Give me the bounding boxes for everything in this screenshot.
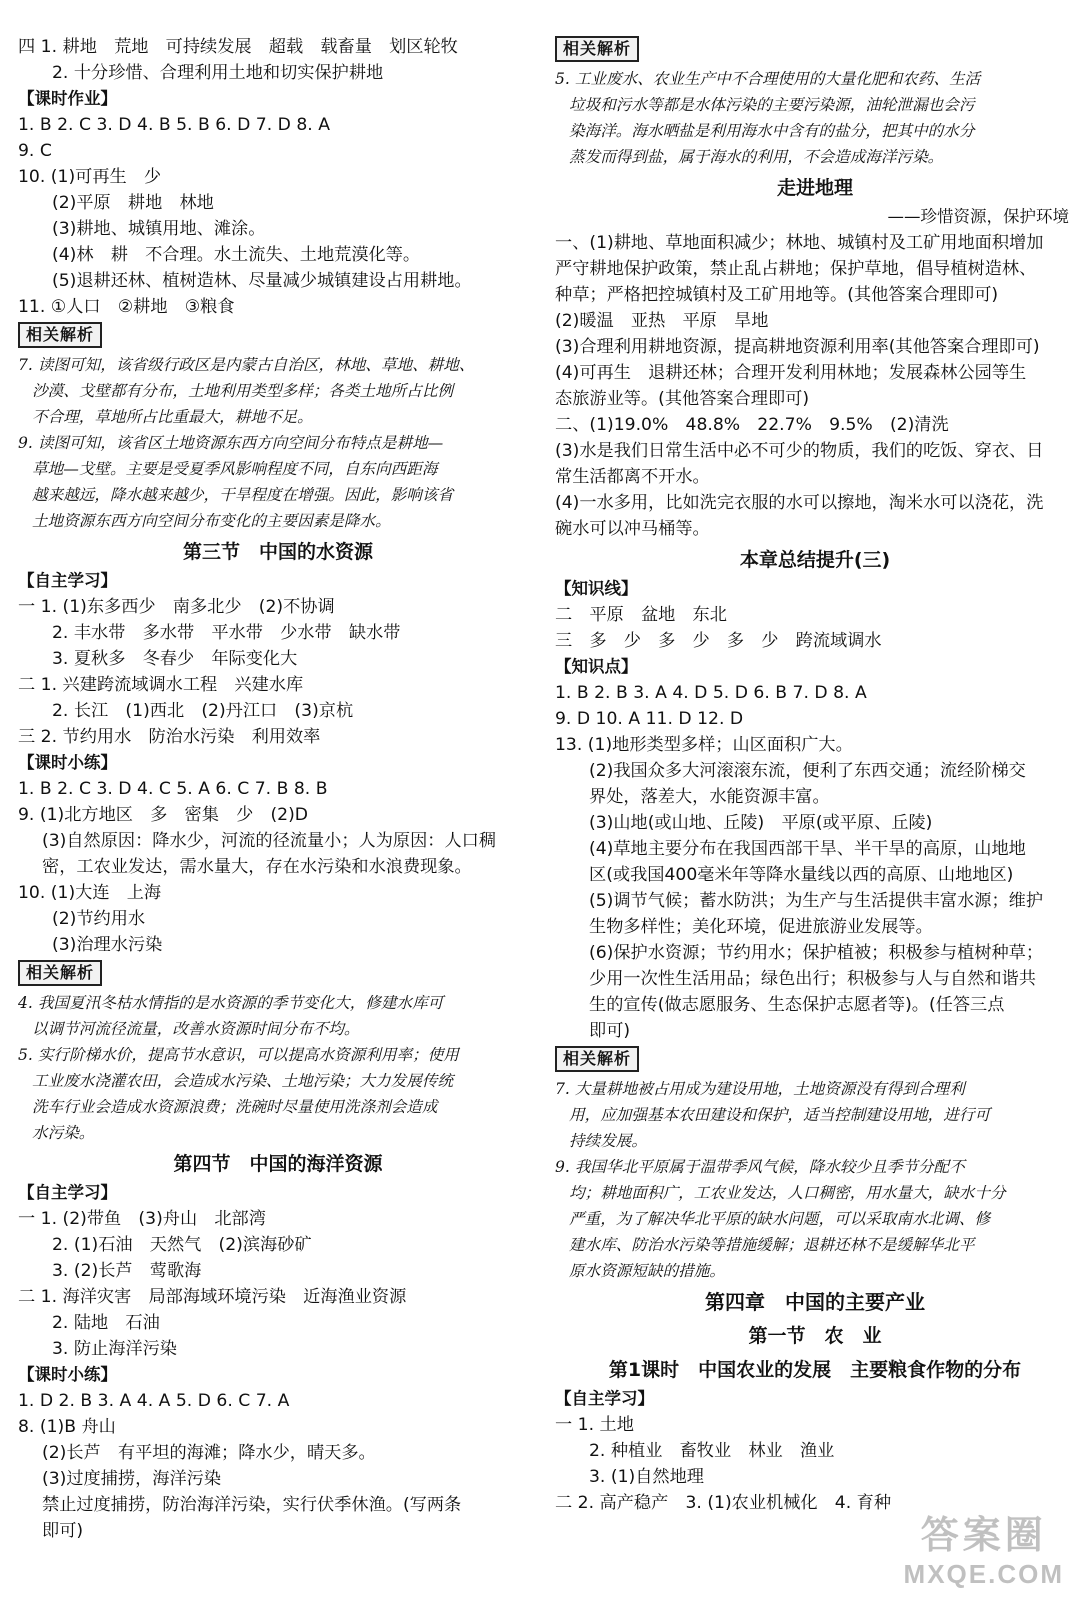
answer-line: 2. 丰水带 多水带 平水带 少水带 缺水带 xyxy=(52,623,401,643)
analysis-line: 9. 我国华北平原属于温带季风气候，降水较少且季节分配不 xyxy=(555,1158,965,1176)
answer-line: 常生活都离不开水。 xyxy=(555,467,710,487)
answer-line: 二 平原 盆地 东北 xyxy=(555,605,727,625)
answer-line: (3)合理利用耕地资源，提高耕地资源利用率(其他答案合理即可) xyxy=(555,337,1040,357)
answer-line: (3)治理水污染 xyxy=(52,935,163,955)
analysis-line: 水污染。 xyxy=(32,1124,95,1142)
section-title: 本章总结提升(三) xyxy=(739,549,891,571)
answer-line: 3. (1)自然地理 xyxy=(589,1467,704,1487)
analysis-line: 染海洋。海水晒盐是利用海水中含有的盐分，把其中的水分 xyxy=(569,122,975,140)
answer-line: 严守耕地保护政策，禁止乱占耕地；保护草地，倡导植树造林、 xyxy=(555,259,1037,279)
answer-line: (2)平原 耕地 林地 xyxy=(52,193,214,213)
analysis-line: 蒸发而得到盐，属于海水的利用，不会造成海洋污染。 xyxy=(569,148,944,166)
answer-line: (3)水是我们日常生活中必不可少的物质，我们的吃饭、穿衣、日 xyxy=(555,441,1044,461)
section-title: 第四节 中国的海洋资源 xyxy=(173,1153,383,1175)
answer-line: 10. (1)大连 上海 xyxy=(18,883,162,903)
watermark-en: MXQE.COM xyxy=(903,1559,1064,1589)
section-label: 【知识线】 xyxy=(555,579,638,598)
section-title: 第三节 中国的水资源 xyxy=(182,541,373,563)
answer-line: 三 多 少 多 少 多 少 跨流域调水 xyxy=(555,631,882,651)
answer-line: 9. D 10. A 11. D 12. D xyxy=(555,709,744,729)
answer-line: (3)耕地、城镇用地、滩涂。 xyxy=(52,219,266,239)
answer-line: 9. (1)北方地区 多 密集 少 (2)D xyxy=(18,805,309,825)
answer-line: (5)调节气候；蓄水防洪；为生产与生活提供丰富水源；维护 xyxy=(589,891,1044,911)
analysis-line: 5. 工业废水、农业生产中不合理使用的大量化肥和农药、生活 xyxy=(555,70,981,88)
analysis-line: 原水资源短缺的措施。 xyxy=(569,1262,725,1280)
answer-line: (2)我国众多大河滚滚东流，便利了东西交通；流经阶梯交 xyxy=(589,761,1026,781)
section-label: 【自主学习】 xyxy=(18,1183,117,1202)
section-label: 【知识点】 xyxy=(555,657,638,676)
answer-line: 1. B 2. B 3. A 4. D 5. D 6. B 7. D 8. A xyxy=(555,683,867,703)
analysis-tag-row xyxy=(18,320,538,352)
answer-line: 9. C xyxy=(18,141,52,161)
answer-line: 生物多样性；美化环境，促进旅游业发展等。 xyxy=(589,917,933,937)
answer-line: 2. 种植业 畜牧业 林业 渔业 xyxy=(589,1441,835,1461)
answer-line: 一 1. 土地 xyxy=(555,1415,634,1435)
analysis-line: 草地—戈壁。主要是受夏季风影响程度不同，自东向西距海 xyxy=(32,460,438,478)
analysis-tag-row xyxy=(555,34,1075,66)
section-label: 【自主学习】 xyxy=(555,1389,654,1408)
answer-line: (2)暖温 亚热 平原 旱地 xyxy=(555,311,769,331)
answer-line: 2. 陆地 石油 xyxy=(52,1313,160,1333)
analysis-line: 垃圾和污水等都是水体污染的主要污染源，油轮泄漏也会污 xyxy=(569,96,975,114)
answer-line: 1. B 2. C 3. D 4. C 5. A 6. C 7. B 8. B xyxy=(18,779,328,799)
analysis-tag: 相关解析 xyxy=(555,1046,639,1072)
analysis-tag-row xyxy=(18,958,538,990)
left-column xyxy=(18,34,538,1544)
analysis-line: 9. 读图可知，该省区土地资源东西方向空间分布特点是耕地— xyxy=(18,434,444,452)
answer-line: (4)林 耕 不合理。水土流失、土地荒漠化等。 xyxy=(52,245,421,265)
answer-line: 少用一次性生活用品；绿色出行；积极参与人与自然和谐共 xyxy=(589,969,1036,989)
answer-line: 即可) xyxy=(42,1521,84,1541)
answer-line: 3. 夏秋多 冬春少 年际变化大 xyxy=(52,649,298,669)
answer-line: 一 1. (2)带鱼 (3)舟山 北部湾 xyxy=(18,1209,266,1229)
answer-line: (4)一水多用，比如洗完衣服的水可以擦地，淘米水可以浇花，洗 xyxy=(555,493,1044,513)
answer-line: (6)保护水资源；节约用水；保护植被；积极参与植树种草； xyxy=(589,943,1044,963)
section-title: 走进地理 xyxy=(776,177,853,199)
answer-line: 二、(1)19.0% 48.8% 22.7% 9.5% (2)清洗 xyxy=(555,415,949,435)
answer-line: (4)草地主要分布在我国西部干旱、半干旱的高原，山地地 xyxy=(589,839,1026,859)
analysis-tag: 相关解析 xyxy=(555,36,639,62)
section-title: 第四章 中国的主要产业 xyxy=(705,1290,925,1314)
analysis-line: 建水库、防治水污染等措施缓解；退耕还林不是缓解华北平 xyxy=(569,1236,975,1254)
section-label: 【课时小练】 xyxy=(18,1365,117,1384)
answer-line: (2)长芦 有平坦的海滩；降水少，晴天多。 xyxy=(42,1443,376,1463)
section-subtitle: ——珍惜资源，保护环境 xyxy=(887,207,1069,226)
analysis-line: 均；耕地面积广，工农业发达，人口稠密，用水量大，缺水十分 xyxy=(569,1184,1006,1202)
answer-line: (3)过度捕捞，海洋污染 xyxy=(42,1469,222,1489)
answer-line: 13. (1)地形类型多样；山区面积广大。 xyxy=(555,735,853,755)
answer-line: 10. (1)可再生 少 xyxy=(18,167,162,187)
analysis-line: 7. 读图可知，该省级行政区是内蒙古自治区，林地、草地、耕地、 xyxy=(18,356,475,374)
answer-line: 态旅游业等。(其他答案合理即可) xyxy=(555,389,810,409)
answer-line: 区(或我国400毫米年等降水量线以西的高原、山地地区) xyxy=(589,865,1014,885)
analysis-line: 以调节河流径流量，改善水资源时间分布不均。 xyxy=(32,1020,360,1038)
answer-line: 11. ①人口 ②耕地 ③粮食 xyxy=(18,297,235,317)
analysis-line: 严重，为了解决华北平原的缺水问题，可以采取南水北调、修 xyxy=(569,1210,991,1228)
analysis-line: 越来越远，降水越来越少，干旱程度在增强。因此，影响该省 xyxy=(32,486,454,504)
answer-line: 8. (1)B 舟山 xyxy=(18,1417,116,1437)
answer-line: (2)节约用水 xyxy=(52,909,146,929)
analysis-line: 工业废水浇灌农田，会造成水污染、土地污染；大力发展传统 xyxy=(32,1072,454,1090)
analysis-line: 洗车行业会造成水资源浪费；洗碗时尽量使用洗涤剂会造成 xyxy=(32,1098,438,1116)
answer-line: 2. 十分珍惜、合理利用土地和切实保护耕地 xyxy=(52,63,384,83)
analysis-line: 4. 我国夏汛冬枯水情指的是水资源的季节变化大，修建水库可 xyxy=(18,994,444,1012)
analysis-line: 沙漠、戈壁都有分布，土地利用类型多样；各类土地所占比例 xyxy=(32,382,454,400)
answer-line: 碗水可以冲马桶等。 xyxy=(555,519,710,539)
answer-line: 禁止过度捕捞，防治海洋污染，实行伏季休渔。(写两条 xyxy=(42,1495,462,1515)
section-label: 【自主学习】 xyxy=(18,571,117,590)
answer-line: 2. 长江 (1)西北 (2)丹江口 (3)京杭 xyxy=(52,701,354,721)
answer-line: 二 1. 海洋灾害 局部海域环境污染 近海渔业资源 xyxy=(18,1287,407,1307)
section-label: 【课时小练】 xyxy=(18,753,117,772)
answer-line: 二 1. 兴建跨流域调水工程 兴建水库 xyxy=(18,675,304,695)
answer-line: 一 1. (1)东多西少 南多北少 (2)不协调 xyxy=(18,597,335,617)
analysis-line: 不合理，草地所占比重最大，耕地不足。 xyxy=(32,408,313,426)
answer-line: (3)自然原因：降水少，河流的径流量小；人为原因：人口稠 xyxy=(42,831,497,851)
answer-line: 即可) xyxy=(589,1021,631,1041)
section-title: 第1课时 中国农业的发展 主要粮食作物的分布 xyxy=(608,1359,1022,1381)
answer-line: 2. (1)石油 天然气 (2)滨海砂矿 xyxy=(52,1235,312,1255)
answer-line: 密，工农业发达，需水量大，存在水污染和水浪费现象。 xyxy=(42,857,472,877)
analysis-line: 土地资源东西方向空间分布变化的主要因素是降水。 xyxy=(32,512,391,530)
answer-line: 3. (2)长芦 莺歌海 xyxy=(52,1261,202,1281)
answer-line: 3. 防止海洋污染 xyxy=(52,1339,177,1359)
watermark xyxy=(904,1504,1064,1590)
answer-line: 二 2. 高产稳产 3. (1)农业机械化 4. 育种 xyxy=(555,1493,892,1513)
answer-line: 种草；严格把控城镇村及工矿用地等。(其他答案合理即可) xyxy=(555,285,999,305)
answer-line: 四 1. 耕地 荒地 可持续发展 超载 载畜量 划区轮牧 xyxy=(18,37,458,57)
analysis-tag: 相关解析 xyxy=(18,960,102,986)
analysis-line: 5. 实行阶梯水价，提高节水意识，可以提高水资源利用率；使用 xyxy=(18,1046,459,1064)
section-label: 【课时作业】 xyxy=(18,89,117,108)
answer-line: (5)退耕还林、植树造林、尽量减少城镇建设占用耕地。 xyxy=(52,271,472,291)
answer-line: 1. B 2. C 3. D 4. B 5. B 6. D 7. D 8. A xyxy=(18,115,330,135)
analysis-line: 用，应加强基本农田建设和保护，适当控制建设用地，进行可 xyxy=(569,1106,991,1124)
watermark-cn: 答案圈 xyxy=(920,1515,1047,1557)
answer-line: 一、(1)耕地、草地面积减少；林地、城镇村及工矿用地面积增加 xyxy=(555,233,1044,253)
right-column xyxy=(555,34,1075,1516)
analysis-line: 持续发展。 xyxy=(569,1132,647,1150)
analysis-line: 7. 大量耕地被占用成为建设用地，土地资源没有得到合理利 xyxy=(555,1080,965,1098)
answer-line: 三 2. 节约用水 防治水污染 利用效率 xyxy=(18,727,321,747)
analysis-tag: 相关解析 xyxy=(18,322,102,348)
answer-line: (3)山地(或山地、丘陵) 平原(或平原、丘陵) xyxy=(589,813,933,833)
answer-line: 生的宣传(做志愿服务、生态保护志愿者等)。(任答三点 xyxy=(589,995,1005,1015)
answer-line: (4)可再生 退耕还林；合理开发利用林地；发展森林公园等生 xyxy=(555,363,1027,383)
answer-line: 界处，落差大，水能资源丰富。 xyxy=(589,787,830,807)
answer-line: 1. D 2. B 3. A 4. A 5. D 6. C 7. A xyxy=(18,1391,290,1411)
section-title: 第一节 农 业 xyxy=(748,1325,882,1347)
analysis-tag-row xyxy=(555,1044,1075,1076)
